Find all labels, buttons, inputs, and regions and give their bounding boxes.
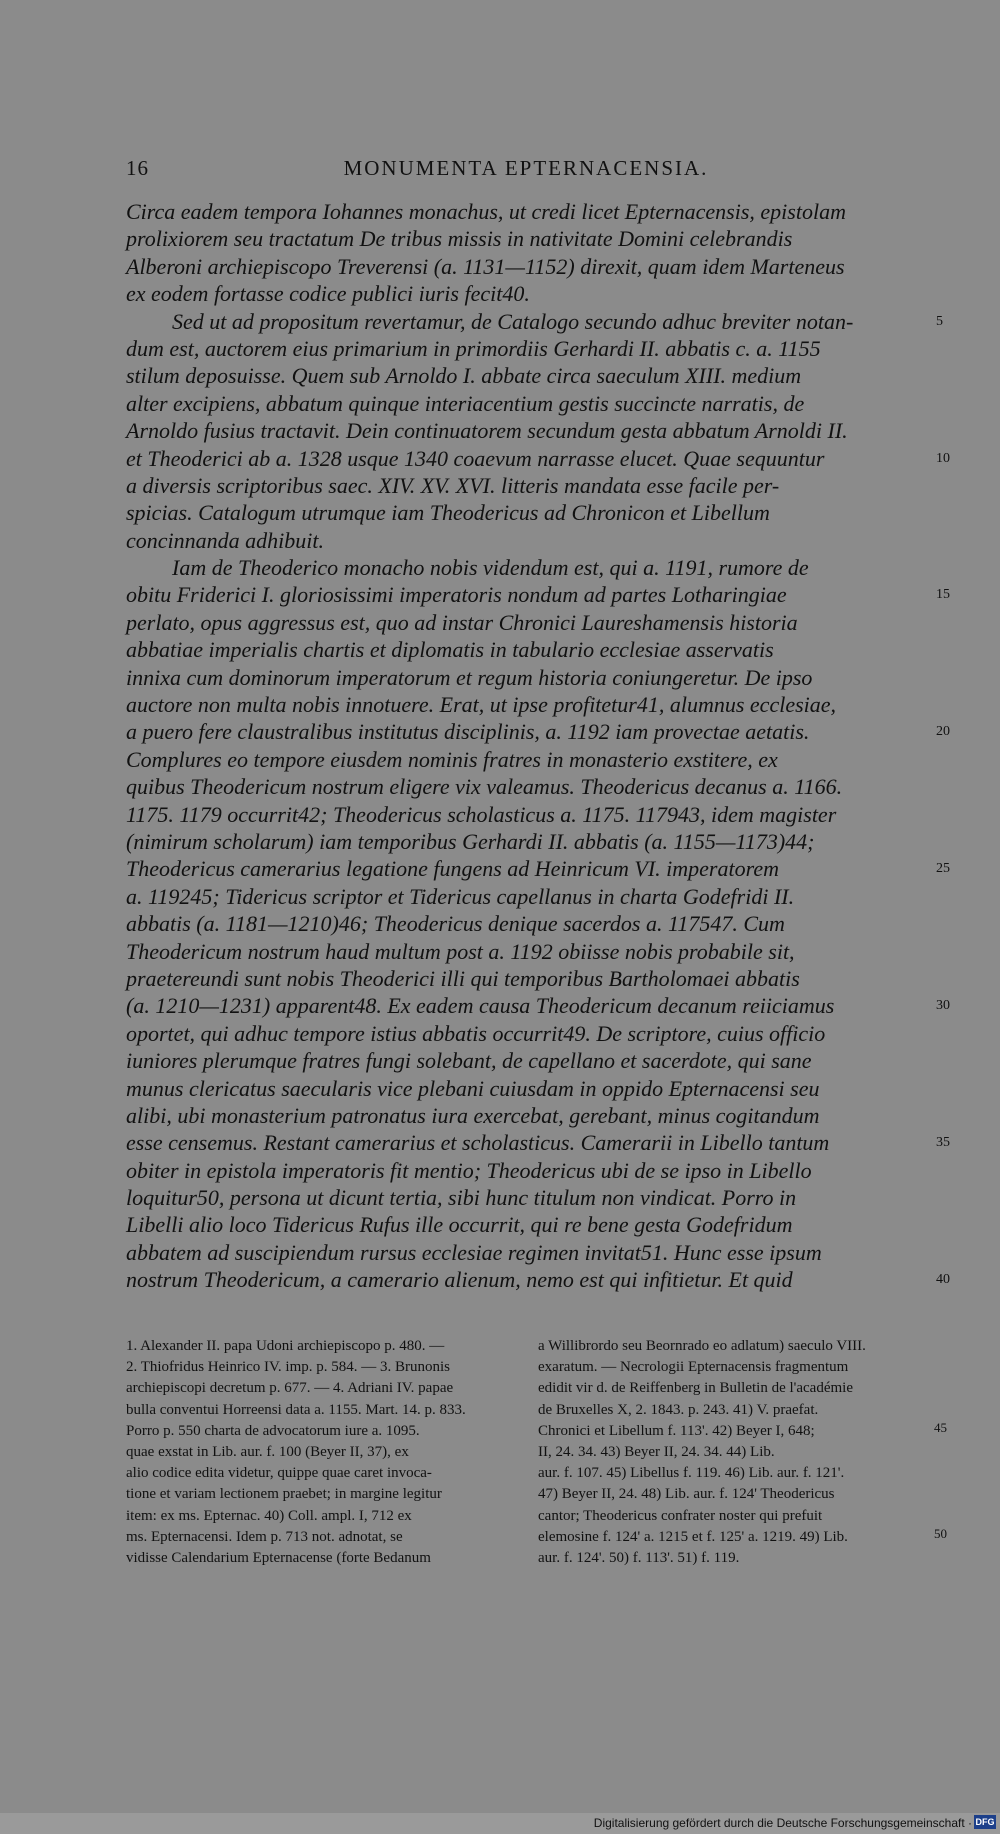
text-line-content: spicias. Catalogum utrumque iam Theodericus ad Chronicon et Libellum xyxy=(126,500,770,526)
line-number: 40 xyxy=(936,1272,950,1288)
footnote-line: de Bruxelles X, 2. 1843. p. 243. 41) V. praefat. xyxy=(538,1401,819,1418)
text-line xyxy=(126,1211,926,1238)
text-line-content: alibi, ubi monasterium patronatus iura exercebat, gerebant, minus cogitandum xyxy=(126,1102,820,1128)
text-line xyxy=(126,335,926,362)
text-line xyxy=(126,1102,926,1129)
text-line-content: loquitur50, persona ut dicunt tertia, sibi hunc titulum non vindicat. Porro in xyxy=(126,1185,797,1211)
text-line xyxy=(126,280,926,307)
line-number: 15 xyxy=(936,587,950,603)
text-line xyxy=(126,417,926,444)
text-line-content: Arnoldo fusius tractavit. Dein continuatorem secundum gesta abbatum Arnoldi II. xyxy=(126,418,848,444)
line-number: 10 xyxy=(936,450,950,466)
text-line xyxy=(126,1075,926,1102)
line-number: 25 xyxy=(936,861,950,877)
text-line xyxy=(126,718,950,745)
text-line-content: perlato, opus aggressus est, quo ad instar Chronici Laureshamensis historia xyxy=(126,609,798,635)
footnote-line: aur. f. 124'. 50) f. 113'. 51) f. 119. xyxy=(538,1549,740,1566)
text-line xyxy=(126,390,926,417)
text-line-content: obiter in epistola imperatoris fit mentio; Theodericus ubi de se ipso in Libello xyxy=(126,1157,812,1183)
text-line xyxy=(126,636,926,663)
text-line xyxy=(126,1239,926,1266)
text-line-content: praetereundi sunt nobis Theoderici illi qui temporibus Bartholomaei abbatis xyxy=(126,965,800,991)
text-line xyxy=(126,1157,926,1184)
page-number: 16 xyxy=(126,156,149,180)
footnote-line: 2. Thiofridus Heinrico IV. imp. p. 584. — 3. Brunonis xyxy=(126,1359,451,1376)
footnote-line: ms. Epternacensi. Idem p. 713 not. adnotat, se xyxy=(126,1528,403,1545)
text-line xyxy=(126,499,926,526)
footnote-margin-number: 50 xyxy=(934,1526,947,1541)
text-line xyxy=(126,472,926,499)
text-line-content: alter excipiens, abbatum quinque interiacentium gestis succincte narratis, de xyxy=(126,390,805,416)
footnote-line: Chronici et Libellum f. 113'. 42) Beyer I, 648; xyxy=(538,1422,815,1439)
text-line-content: munus clericatus saecularis vice plebani cuiusdam in oppido Epternacensi seu xyxy=(126,1075,820,1101)
text-line xyxy=(126,938,926,965)
text-line xyxy=(126,527,926,554)
text-line-content: stilum deposuisse. Quem sub Arnoldo I. abbate circa saeculum XIII. medium xyxy=(126,363,802,389)
footnote-line: exaratum. — Necrologii Epternacensis fragmentum xyxy=(538,1359,849,1376)
text-line xyxy=(126,828,926,855)
text-line-content: a puero fere claustralibus institutus disciplinis, a. 1192 iam provectae aetatis. xyxy=(126,719,810,745)
text-line-content: abbatem ad suscipiendum rursus ecclesiae regimen invitat51. Hunc esse ipsum xyxy=(126,1239,822,1265)
footnote-line: tione et variam lectionem praebet; in margine legitur xyxy=(126,1486,442,1503)
footnotes-left-column xyxy=(126,1336,526,1569)
text-line-content: Theodericum nostrum haud multum post a. 1192 obiisse nobis probabile sit, xyxy=(126,938,795,964)
text-line xyxy=(126,581,950,608)
page-header xyxy=(126,156,926,186)
text-line-content: quibus Theodericum nostrum eligere vix valeamus. Theodericus decanus a. 1166. xyxy=(126,774,843,800)
text-line-content: prolixiorem seu tractatum De tribus missis in nativitate Domini celebrandis xyxy=(126,226,793,252)
text-line xyxy=(126,1020,926,1047)
text-line-content: obitu Friderici I. gloriosissimi imperatoris nondum ad partes Lotharingiae xyxy=(126,582,787,608)
text-line-content: Sed ut ad propositum revertamur, de Catalogo secundo adhuc breviter notan- xyxy=(172,308,854,334)
text-line xyxy=(126,883,926,910)
footnote-line: vidisse Calendarium Epternacense (forte Bedanum xyxy=(126,1549,431,1566)
text-line-content: esse censemus. Restant camerarius et scholasticus. Camerarii in Libello tantum xyxy=(126,1130,830,1156)
text-line-content: oportet, qui adhuc tempore istius abbatis occurrit49. De scriptore, cuius officio xyxy=(126,1020,826,1046)
text-line-content: Iam de Theoderico monacho nobis videndum est, qui a. 1191, rumore de xyxy=(172,555,809,581)
line-number: 30 xyxy=(936,998,950,1014)
footnote-line: cantor; Theodericus confrater noster qui prefuit xyxy=(538,1507,823,1524)
text-line xyxy=(126,773,926,800)
text-line xyxy=(126,1047,926,1074)
text-line-content: ex eodem fortasse codice publici iuris fecit40. xyxy=(126,281,530,307)
footnote-line: item: ex ms. Epternac. 40) Coll. ampl. I, 712 ex xyxy=(126,1507,412,1524)
dfg-logo: DFG xyxy=(975,1817,995,1827)
running-title: MONUMENTA EPTERNACENSIA. xyxy=(343,156,709,180)
footnote-line: elemosine f. 124' a. 1215 et f. 125' a. 1219. 49) Lib. xyxy=(538,1528,848,1545)
text-line xyxy=(126,801,926,828)
text-line xyxy=(126,664,926,691)
text-line-content: 1175. 1179 occurrit42; Theodericus scholasticus a. 1175. 117943, idem magister xyxy=(126,801,837,827)
text-line-content: (nimirum scholarum) iam temporibus Gerhardi II. abbatis (a. 1155—1173)44; xyxy=(126,828,815,854)
text-line xyxy=(126,198,926,225)
line-number: 5 xyxy=(936,313,943,329)
line-number: 20 xyxy=(936,724,950,740)
footnote-line: archiepiscopi decretum p. 677. — 4. Adriani IV. papae xyxy=(126,1380,454,1397)
line-number: 35 xyxy=(936,1135,950,1151)
text-line xyxy=(126,746,926,773)
text-line-content: dum est, auctorem eius primarium in primordiis Gerhardi II. abbatis c. a. 1155 xyxy=(126,335,821,361)
footnote-line: quae exstat in Lib. aur. f. 100 (Beyer II, 37), ex xyxy=(126,1443,409,1460)
text-line-content: Circa eadem tempora Iohannes monachus, ut credi licet Epternacensis, epistolam xyxy=(126,199,846,224)
text-line-content: a diversis scriptoribus saec. XIV. XV. XVI. litteris mandata esse facile per- xyxy=(126,472,780,498)
text-line-content: (a. 1210—1231) apparent48. Ex eadem causa Theodericum decanum reiiciamus xyxy=(126,993,835,1019)
footnote-line: 1. Alexander II. papa Udoni archiepiscopo p. 480. — xyxy=(126,1338,445,1354)
text-line xyxy=(126,910,926,937)
footnote-line: a Willibrordo seu Beornrado eo adlatum) saeculo VIII. xyxy=(538,1338,866,1354)
text-line xyxy=(126,445,950,472)
footnote-line: Porro p. 550 charta de advocatorum iure a. 1095. xyxy=(126,1422,420,1439)
text-line xyxy=(126,253,926,280)
footnote-line: bulla conventui Horreensi data a. 1155. Mart. 14. p. 833. xyxy=(126,1401,466,1418)
text-line-content: Complures eo tempore eiusdem nominis fratres in monasterio exstitere, ex xyxy=(126,746,778,772)
text-line xyxy=(126,225,926,252)
text-line xyxy=(126,691,926,718)
text-line-content: nostrum Theodericum, a camerario alienum, nemo est qui infitietur. Et quid xyxy=(126,1267,793,1293)
footnote-margin-number: 45 xyxy=(934,1420,947,1435)
text-line-content: Libelli alio loco Tidericus Rufus ille occurrit, qui re bene gesta Godefridum xyxy=(126,1212,793,1238)
text-line xyxy=(126,554,926,581)
text-line-content: et Theoderici ab a. 1328 usque 1340 coaevum narrasse elucet. Quae sequuntur xyxy=(126,445,825,471)
text-line-content: auctore non multa nobis innotuere. Erat, ut ipse profitetur41, alumnus ecclesiae, xyxy=(126,692,837,718)
text-line xyxy=(126,1266,950,1293)
text-line xyxy=(126,362,926,389)
text-line-content: a. 119245; Tidericus scriptor et Tidericus capellanus in charta Godefridi II. xyxy=(126,883,795,909)
footnotes-right-column xyxy=(538,1336,938,1569)
text-line-content: abbatis (a. 1181—1210)46; Theodericus denique sacerdos a. 117547. Cum xyxy=(126,911,785,937)
text-line xyxy=(126,1129,950,1156)
footnote-line: II, 24. 34. 43) Beyer II, 24. 34. 44) Lib. xyxy=(538,1443,775,1460)
footnote-line: 47) Beyer II, 24. 48) Lib. aur. f. 124' Theodericus xyxy=(538,1486,835,1503)
text-line xyxy=(126,992,950,1019)
text-line-content: iuniores plerumque fratres fungi solebant, de capellano et sacerdote, qui sane xyxy=(126,1048,812,1074)
footnote-line: alio codice edita videtur, quippe quae caret invoca- xyxy=(126,1465,432,1482)
footnote-line: edidit vir d. de Reiffenberg in Bulletin de l'académie xyxy=(538,1380,853,1397)
text-line-content: Theodericus camerarius legatione fungens ad Heinricum VI. imperatorem xyxy=(126,856,779,882)
text-line xyxy=(126,965,926,992)
footnote-line: aur. f. 107. 45) Libellus f. 119. 46) Lib. aur. f. 121'. xyxy=(538,1465,845,1482)
text-line xyxy=(126,609,926,636)
text-line xyxy=(126,308,943,335)
text-line xyxy=(126,1184,926,1211)
text-line-content: abbatiae imperialis chartis et diplomatis in tabulario ecclesiae asservatis xyxy=(126,637,774,663)
footer-credit: Digitalisierung gefördert durch die Deutsche Forschungsgemeinschaft · xyxy=(593,1816,972,1830)
text-line-content: concinnanda adhibuit. xyxy=(126,527,324,553)
text-line-content: innixa cum dominorum imperatorum et regum historia coniungeretur. De ipso xyxy=(126,664,813,690)
main-text xyxy=(126,198,950,1294)
text-line-content: Alberoni archiepiscopo Treverensi (a. 1131—1152) direxit, quam idem Marteneus xyxy=(126,253,845,279)
text-line xyxy=(126,855,950,882)
